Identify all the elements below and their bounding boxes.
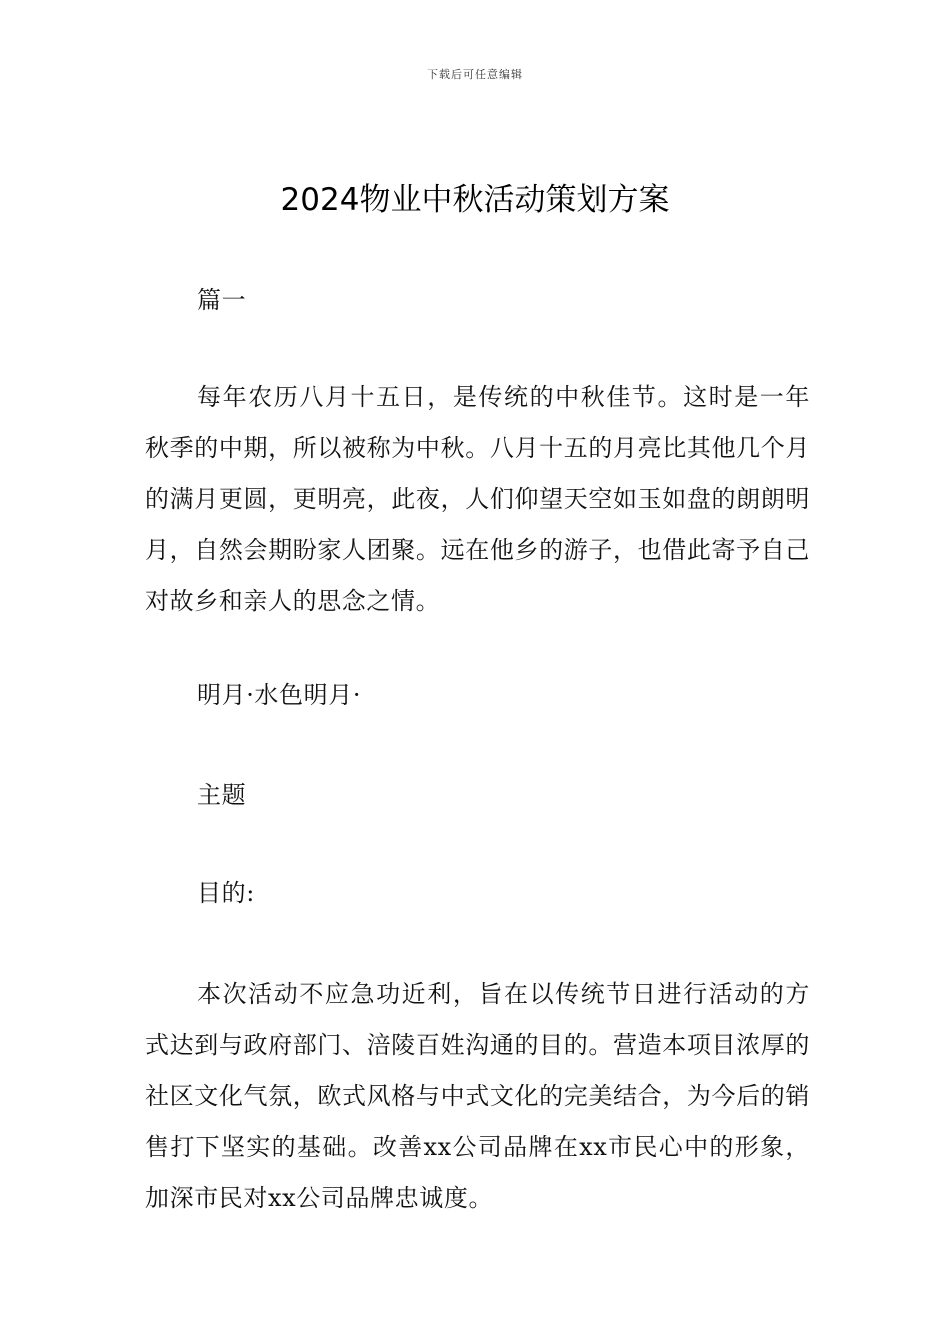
header-note: 下载后可任意编辑 [427, 68, 523, 81]
section-label: 篇一 [197, 286, 247, 314]
purpose-label: 目的: [197, 879, 255, 907]
purpose-paragraph: 本次活动不应急功近利，旨在以传统节日进行活动的方式达到与政府部门、涪陵百姓沟通的目的。营造本项目浓厚的社区文化气氛，欧式风格与中式文化的完美结合，为今后的销售打下坚实的基础。改善xx公司品牌在xx市民心中的形象，加深市民对xx公司品牌忠诚度。 [145, 980, 810, 1212]
theme-label: 主题 [197, 781, 247, 809]
intro-paragraph: 每年农历八月十五日，是传统的中秋佳节。这时是一年秋季的中期，所以被称为中秋。八月十五的月亮比其他几个月的满月更圆，更明亮，此夜，人们仰望天空如玉如盘的朗朗明月，自然会期盼家人团聚。远在他乡的游子，也借此寄予自己对故乡和亲人的思念之情。 [145, 383, 810, 615]
slogan-line: 明月·水色明月· [197, 681, 362, 709]
document-title: 2024物业中秋活动策划方案 [280, 182, 670, 218]
